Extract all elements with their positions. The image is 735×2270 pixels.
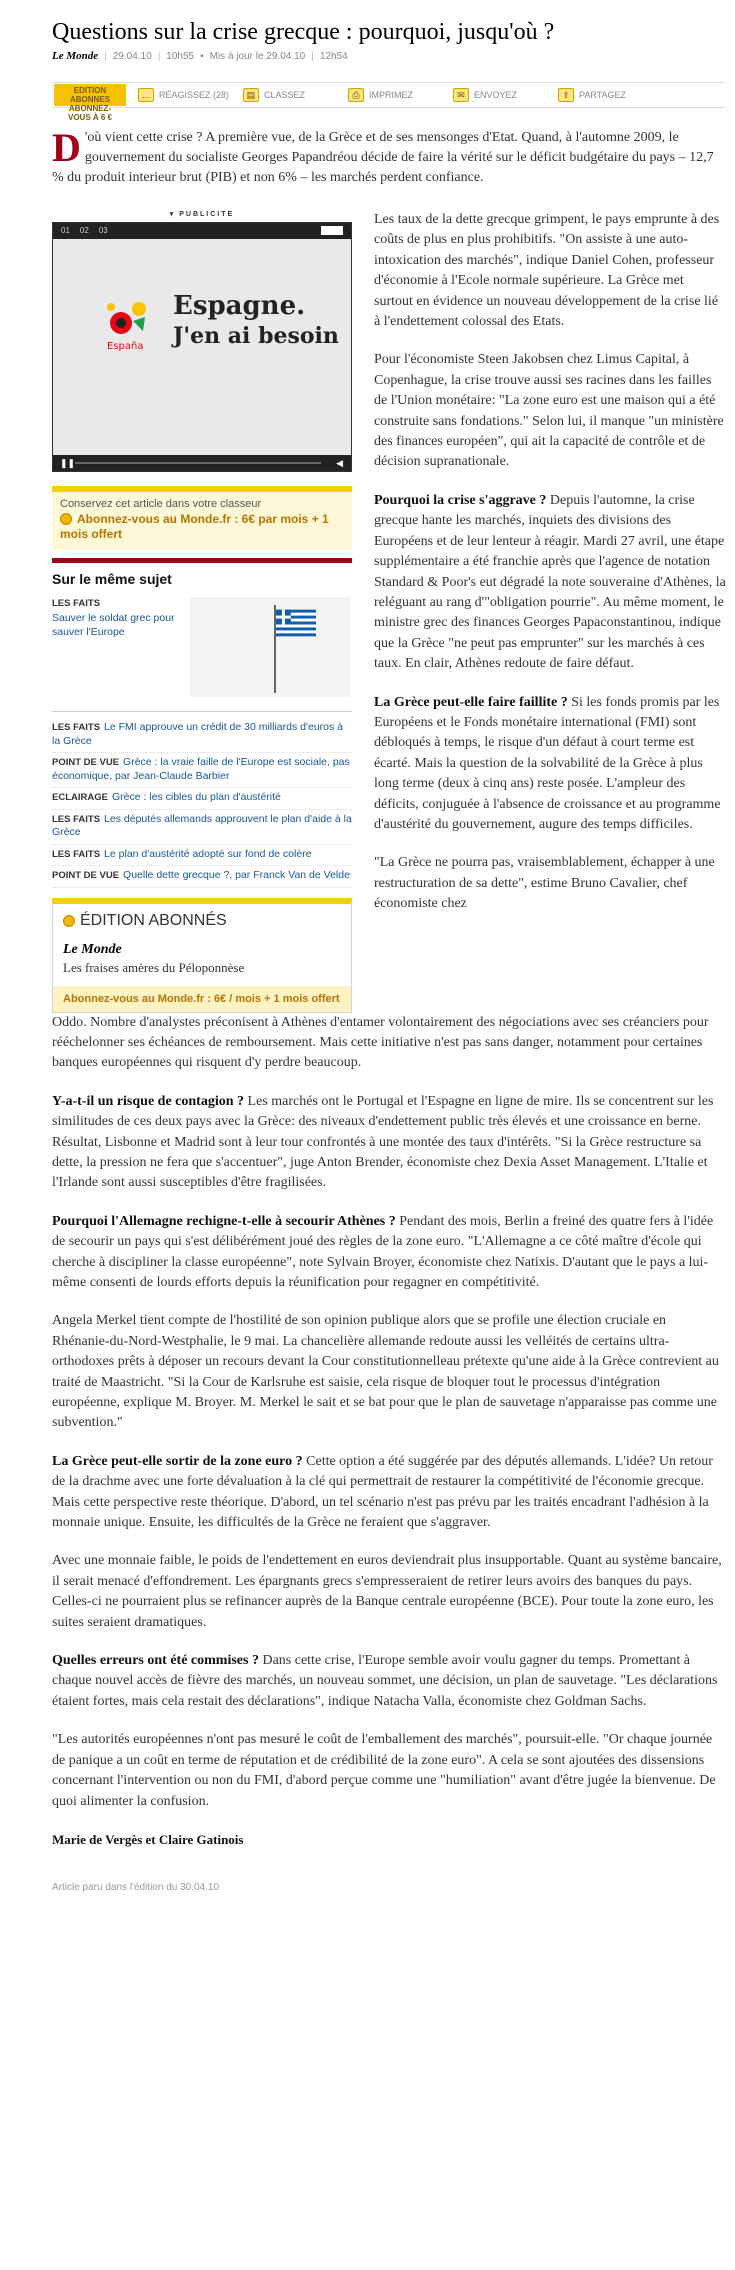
classify-button[interactable]	[231, 88, 336, 102]
greek-flag-image[interactable]	[190, 597, 350, 697]
paragraph: "La Grèce ne pourra pas, vraisemblablement, échapper à une restructuration de sa dette", estime Bruno Cavalier, chef économiste chez	[374, 855, 715, 912]
subscribe-button[interactable]: EDITION ABONNES ABONNEZ-VOUS À 6 €	[54, 84, 126, 106]
share-label: PARTAGEZ	[579, 90, 627, 100]
react-label: RÉAGISSEZ (28)	[159, 90, 230, 100]
paragraph-text: Cette option a été suggérée par des députés allemands. L'idée? Un retour de la drachme avec une forte dévaluation à la clé qui permettrait de restaurer la compétitivité de l'économie grecque. Mais cette perspective reste théorique. D'abord, un tel scénario n'est pas prévu par les traités encadrant l'adhésion à la monnaie unique. Ensuite, les difficultés de la Grèce ne feraient que s'aggraver.	[52, 1453, 713, 1531]
related-item[interactable]	[52, 753, 352, 788]
paragraph	[52, 1092, 725, 1194]
subscriber-edition-box	[52, 898, 352, 1013]
slogan-line: Espagne.	[173, 291, 306, 321]
meta-separator: |	[104, 50, 107, 62]
edition-footer: Article paru dans l'édition du 30.04.10	[52, 1882, 220, 1894]
lead-text: 'où vient cette crise ? A première vue, de la Grèce et de ses mensonges d'Etat. Quand, à l'automne 2009, le gouvernement du socialiste Georges Papandréou décide de faire la vérité sur le déficit budgétaire du pays – 12,7 % du produit interieur brut (PIB) et non 6% – les marchés perdent confiance.	[52, 130, 714, 185]
paragraph-text: Les marchés ont le Portugal et l'Espagne en ligne de mire. Ils se concentrent sur les similitudes de ces deux pays avec la Grèce: des niveaux d'endettement public très élevés et une croissance en berne. Résultat, Lisbonne et Madrid sont à leur tour confrontés à une montée des taux d'intérêts. "Si la Grèce restructure sa dette, la pression ne fera que s'accentuer", juge Anton Brender, économiste chez Dexia Asset Management. L'Italie et l'Irlande sont aussi susceptibles d'être fragilisées.	[52, 1093, 714, 1191]
volume-icon[interactable]: ◀	[336, 458, 343, 468]
question-heading: Pourquoi l'Allemagne rechigne-t-elle à secourir Athènes ?	[52, 1213, 396, 1229]
react-button[interactable]	[126, 88, 231, 102]
paragraph	[52, 1452, 725, 1534]
two-column-layout	[52, 210, 725, 1013]
send-button[interactable]	[441, 88, 546, 102]
paragraph: Angela Merkel tient compte de l'hostilité de son opinion publique alors que se profile une élection cruciale en Rhénanie-du-Nord-Westphalie, le 9 mai. La chancelière allemande redoute aussi les velléités de certains ultra-orthodoxes prêts à déposer un recours devant la Cour constitutionnelleau prétexte qu'une aide à la Grèce contrevient au traité de Maastricht. "Si la Cour de Karlsruhe est saisie, cela risque de bloquer tout le processus d'intégration européenne, explique M. Broyer. M. Merkel le sait et se bat pour que le plan de sauvetage n'apparaisse pas comme une subvention."	[52, 1313, 719, 1431]
item-link[interactable]: Grèce : la vraie faille de l'Europe est sociale, pas économique, par Jean-Claude Barbier	[52, 756, 350, 782]
article-toolbar	[52, 82, 725, 122]
coin-icon	[63, 915, 75, 927]
save-article-text: Conservez cet article dans votre classeur	[60, 498, 262, 510]
article-body-right	[374, 210, 726, 1013]
publicite-text: PUBLICITE	[179, 211, 235, 218]
paragraph: Avec une monnaie faible, le poids de l'endettement en euros deviendrait plus insupportable. Quant au système bancaire, il serait menacé d'effondrement. Les épargnants grecs s'empresseraient de retirer leurs avoirs des banques du pays. Celles-ci ne pourraient plus se refinancer auprès de la Banque centrale européenne (BCE). Pour toute la zone euro, les suites seraient dramatiques.	[52, 1553, 722, 1630]
meta-separator: |	[157, 50, 161, 62]
publish-date: 29.04.10	[112, 50, 152, 62]
item-label: POINT DE VUE	[52, 757, 120, 768]
item-link[interactable]: Le FMI approuve un crédit de 30 milliards d'euros à la Grèce	[52, 721, 344, 747]
video-tab[interactable]: 01	[61, 226, 70, 235]
related-item[interactable]	[52, 788, 352, 810]
related-heading: Sur le même sujet	[52, 571, 172, 587]
item-link[interactable]: Les députés allemands approuvent le plan d'aide à la Grèce	[52, 812, 352, 838]
video-controls	[53, 455, 351, 471]
folder-icon: ▤	[243, 88, 259, 102]
dropcap: D	[52, 125, 81, 170]
lead-paragraph	[52, 125, 725, 188]
item-link[interactable]: Le plan d'austérité adopté sur fond de colère	[104, 847, 312, 860]
feature-text	[52, 597, 182, 697]
printer-icon: ⎙	[348, 88, 364, 102]
related-item[interactable]	[52, 810, 352, 845]
item-label: ECLAIRAGE	[52, 792, 108, 803]
video-tab[interactable]: 03	[98, 226, 108, 235]
paragraph: Oddo. Nombre d'analystes préconisent à Athènes d'entamer volontairement des négociations avec ses créanciers pour rééchelonner ses échéances de remboursement. Mais cette initiative n'est pas sans danger, notamment pour certaines banques européennes qui risquent d'y perdre beaucoup.	[52, 1014, 709, 1071]
progress-bar[interactable]	[75, 462, 321, 464]
related-item[interactable]	[52, 866, 352, 888]
coin-icon	[60, 513, 72, 525]
question-heading: Y-a-t-il un risque de contagion ?	[52, 1093, 245, 1109]
paragraph-text: Si les fonds promis par les Européens et le Fonds monétaire international (FMI) sont débloqués à temps, le risque d'un défaut à court terme est écarté. Mais la question de la solvabilité de la Grèce à plus long terme (deux à cinq ans) reste posée. L'ampleur des déficits, conjuguée à l'absence de croissance et au programme d'austérité du gouvernement, augure des temps difficiles.	[374, 694, 721, 832]
paragraph: Les taux de la dette grecque grimpent, le pays emprunte à des coûts de plus en plus prohibitifs. "On assiste à une auto-intoxication des marchés", indique Daniel Cohen, professeur d'économie à l'Ecole normale supérieure. La Grèce met surtout en évidence un nouveau développement de la crise lié à l'endettement colossal des Etats.	[374, 212, 720, 330]
send-label: ENVOYEZ	[474, 90, 518, 100]
print-label: IMPRIMEZ	[369, 90, 413, 100]
paragraph-text: Dans cette crise, l'Europe semble avoir voulu gagner du temps. Promettant à chaque nouvel accès de fièvre des marchés, un nouveau sommet, une décision, un plan de sauvetage. "Les déclarations étaient fortes, mais cela restait des déclarations", indique Natacha Valla, économiste chez Goldman Sachs.	[52, 1653, 718, 1709]
related-list	[52, 711, 352, 888]
sidebar	[52, 210, 352, 1013]
updated-date: Mis à jour le 29.04.10	[209, 50, 306, 62]
fullscreen-icon[interactable]	[321, 226, 343, 235]
speech-bubble-icon: …	[138, 88, 154, 102]
save-article-box	[52, 486, 352, 550]
slogan-line: J'en ai besoin	[173, 323, 339, 349]
edition-article-link[interactable]: Les fraises amères du Péloponnèse	[63, 959, 245, 975]
print-button[interactable]	[336, 88, 441, 102]
updated-time: 12h54	[319, 50, 348, 62]
question-heading: Pourquoi la crise s'aggrave ?	[374, 492, 547, 508]
share-icon: ⇪	[558, 88, 574, 102]
ad-label: ▾ PUBLICITE	[169, 211, 235, 218]
related-section	[52, 558, 352, 888]
meta-separator: |	[311, 50, 314, 62]
video-tabs	[53, 223, 351, 239]
item-link[interactable]: Grèce : les cibles du plan d'austérité	[111, 791, 281, 803]
question-heading: La Grèce peut-elle sortir de la zone euro ?	[52, 1453, 303, 1469]
paragraph	[374, 693, 726, 836]
author-signature: Marie de Vergès et Claire Gatinois	[52, 1831, 244, 1847]
ad-slogan	[173, 291, 339, 351]
paragraph-text: Depuis l'automne, la crise grecque hante les marchés, inquiets des divisions des Européens et de leur lenteur à réagir. Mardi 27 avril, une étape supplémentaire a été franchie après que l'agence de notation Standard & Poor's eut dégradé la note souveraine d'Athènes, la reléguant au rang d'"obligation pourrie". Au même moment, le ministre grec des finances Georges Papaconstantinou, indique que la Grèce "ne peut pas emprunter" sur les marchés à ces taux. En clair, Athènes redoute de faire défaut.	[374, 492, 726, 672]
video-tab[interactable]: 02	[79, 226, 89, 235]
subscribe-link[interactable]	[60, 512, 344, 542]
paragraph-text: Pendant des mois, Berlin a freiné des quatre fers à l'idée de secourir un pays qui s'est délibérément joué des règles de la zone euro. "L'Allemagne a ce côté maître d'école qui cherche à discipliner la classe européenne", note Sylvain Broyer, économiste chez Natixis. D'autant que le pays a lui-même consenti de lourds efforts depuis la réunification pour regagner en compétitivité.	[52, 1213, 714, 1290]
article-meta	[52, 50, 725, 62]
pause-icon[interactable]: ❚❚	[60, 458, 76, 468]
article-body-full	[52, 1013, 725, 1899]
le-monde-logo: Le Monde	[52, 50, 99, 62]
paragraph: Pour l'économiste Steen Jakobsen chez Limus Capital, à Copenhague, la crise trouve aussi ses racines dans les failles de l'Union monétaire: "La zone euro est une maison qui a été construite sans fondations." Selon lui, il manque "un ministère des finances européen", qui ait la capacité de contrôle et de décision supranationale.	[374, 352, 724, 470]
paragraph	[374, 491, 726, 675]
feature-link[interactable]: Sauver le soldat grec pour sauver l'Europe	[52, 612, 175, 638]
greek-flag-icon	[276, 609, 316, 637]
paragraph	[52, 1212, 725, 1294]
item-label: LES FAITS	[52, 813, 101, 825]
related-item[interactable]	[52, 845, 352, 867]
le-monde-logo: Le Monde	[63, 941, 122, 957]
edition-subscribe-link[interactable]: Abonnez-vous au Monde.fr : 6€ / mois + 1 mois offert	[53, 986, 351, 1012]
question-heading: Quelles erreurs ont été commises ?	[52, 1653, 259, 1669]
paragraph	[52, 1651, 725, 1712]
subscribe-link-text: Abonnez-vous au Monde.fr : 6€ par mois + 1 mois offert	[60, 512, 329, 541]
edition-title	[63, 912, 341, 930]
feature-label: LES FAITS	[52, 598, 101, 609]
item-label: POINT DE VUE	[52, 870, 120, 881]
espana-sun-logo	[99, 297, 159, 357]
paragraph: "Les autorités européennes n'ont pas mesuré le coût de l'emballement des marchés", poursuit-elle. "Or chaque journée de panique a un coût en terme de réputation et de crédibilité de la zone euro". A cela se sont ajoutées des dissensions concernant l'intervention ou non du FMI, d'abord perçue comme une "humiliation" avant d'être jugée la bienvenue. De quoi alimenter la confusion.	[52, 1732, 716, 1809]
share-button[interactable]	[546, 88, 651, 102]
envelope-icon: ✉	[453, 88, 469, 102]
question-heading: La Grèce peut-elle faire faillite ?	[374, 694, 568, 710]
bullet-icon: •	[200, 50, 204, 62]
video-ad-player[interactable]	[52, 222, 352, 472]
page-title: Questions sur la crise grecque : pourquoi, jusqu'où ?	[52, 19, 555, 45]
brand-text: España	[107, 341, 144, 352]
publish-time: 10h55	[166, 50, 195, 62]
related-feature	[52, 597, 352, 697]
item-label: LES FAITS	[52, 848, 101, 860]
edition-title-text: ÉDITION ABONNÉS	[80, 911, 227, 929]
item-link[interactable]: Quelle dette grecque ?, par Franck Van de Velde	[123, 869, 350, 881]
item-label: LES FAITS	[52, 722, 101, 733]
related-item[interactable]	[52, 718, 352, 753]
classify-label: CLASSEZ	[264, 90, 306, 100]
